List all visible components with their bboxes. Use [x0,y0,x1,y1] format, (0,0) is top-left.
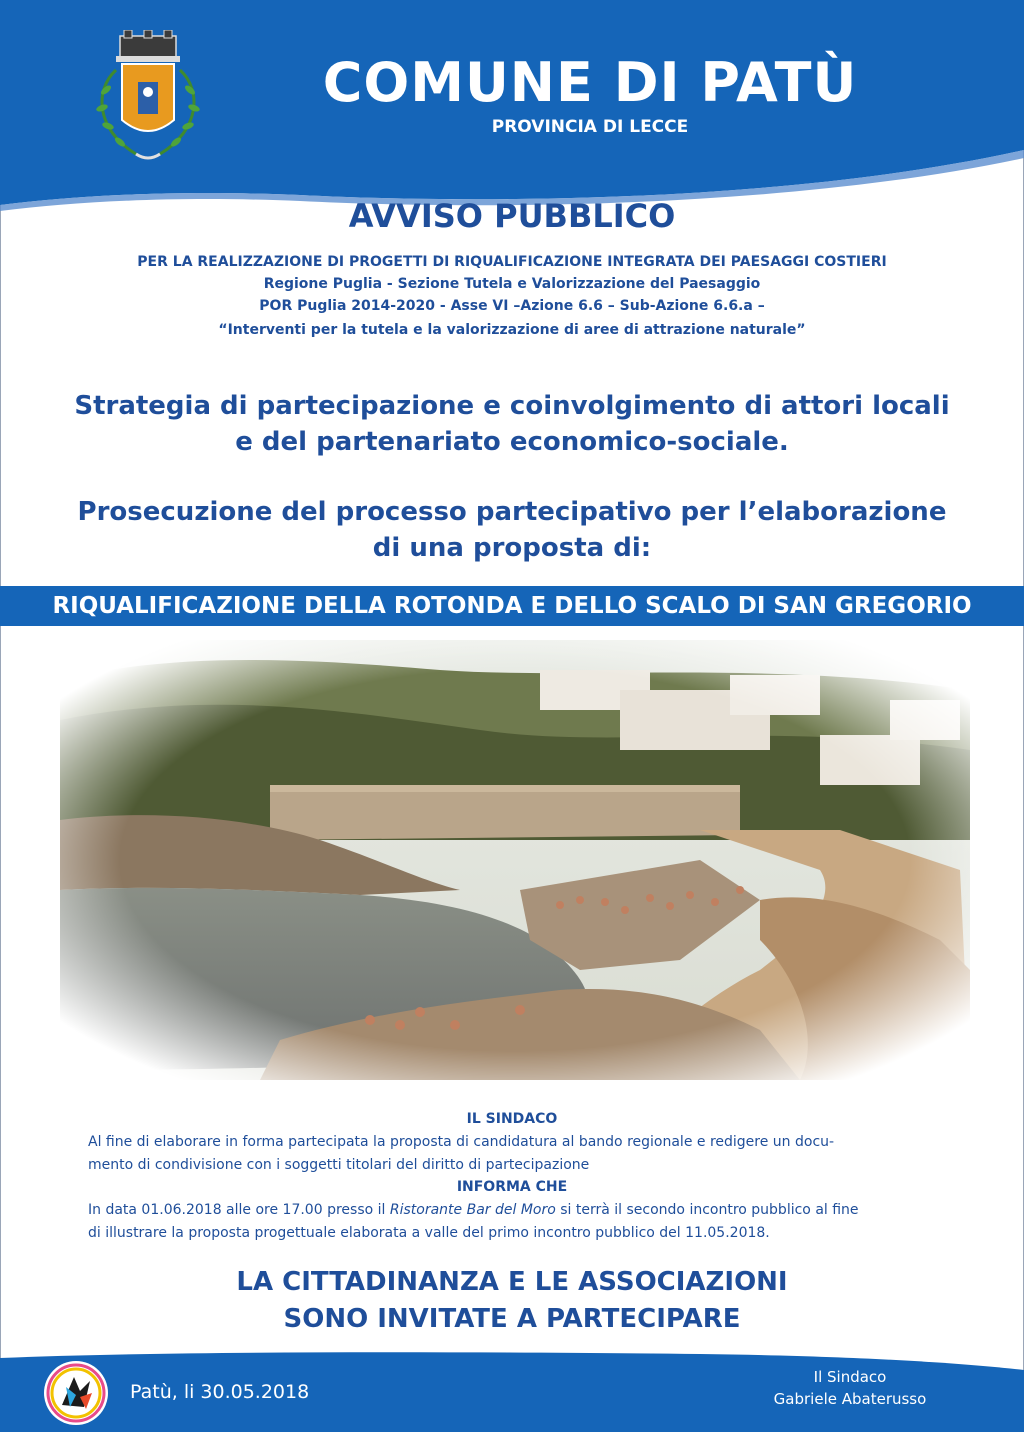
invitation-heading [0,1264,1024,1338]
notice-line-1: PER LA REALIZZAZIONE DI PROGETTI DI RIQUALIFICAZIONE INTEGRATA DEI PAESAGGI COSTIERI [137,254,887,270]
meeting-line-2: di illustrare la proposta progettuale elaborata a valle del primo incontro pubblico del 11.05.2018. [88,1225,770,1241]
strategy-heading [0,388,1024,460]
notice-line-4: “Interventi per la tutela e la valorizzazione di aree di attrazione naturale” [218,322,806,338]
prosecution-heading [0,494,1024,566]
strategy-line-1: Strategia di partecipazione e coinvolgimento di attori locali [74,391,950,421]
intro-paragraph [88,1131,948,1177]
meeting-line-1 [88,1199,948,1222]
header-band [0,0,1024,215]
informs-label: INFORMA CHE [456,1179,568,1195]
meeting-line-1-end: si terrà il secondo incontro pubblico al fine [555,1202,859,1218]
meeting-venue: Ristorante Bar del Moro [389,1202,556,1218]
signature-title: Il Sindaco [813,1368,887,1386]
meeting-line-1-start: In data 01.06.2018 alle ore 17.00 presso il [88,1202,390,1218]
invitation-line-1: LA CITTADINANZA E LE ASSOCIAZIONI [236,1267,788,1297]
province-subtitle: PROVINCIA DI LECCE [491,117,689,137]
printer-logo-icon [36,1357,116,1427]
intro-line-1: Al fine di elaborare in forma partecipata la proposta di candidatura al bando regionale e redigere un docu- [88,1134,835,1150]
intro-line-2: mento di condivisione con i soggetti titolari del diritto di partecipazione [88,1157,590,1173]
prosecution-line-2: di una proposta di: [372,533,652,563]
coastal-photo [60,640,970,1080]
prosecution-line-1: Prosecuzione del processo partecipativo per l’elaborazione [77,497,947,527]
invitation-line-2: SONO INVITATE A PARTECIPARE [283,1304,741,1334]
mayor-label: IL SINDACO [466,1111,558,1127]
notice-line-3: POR Puglia 2014-2020 - Asse VI –Azione 6.6 – Sub-Azione 6.6.a – [259,298,765,314]
strategy-line-2: e del partenariato economico-sociale. [235,427,789,457]
municipal-crest-icon [86,30,210,170]
signature-name: Gabriele Abaterusso [773,1390,927,1408]
project-banner-text: RIQUALIFICAZIONE DELLA ROTONDA E DELLO SCALO DI SAN GREGORIO [52,593,972,619]
municipality-title: COMUNE DI PATÙ [322,51,858,114]
footer-date: Patù, li 30.05.2018 [130,1381,310,1403]
notice-heading: AVVISO PUBBLICO [348,197,676,235]
meeting-paragraph [88,1199,948,1245]
notice-line-2: Regione Puglia - Sezione Tutela e Valorizzazione del Paesaggio [263,276,761,292]
